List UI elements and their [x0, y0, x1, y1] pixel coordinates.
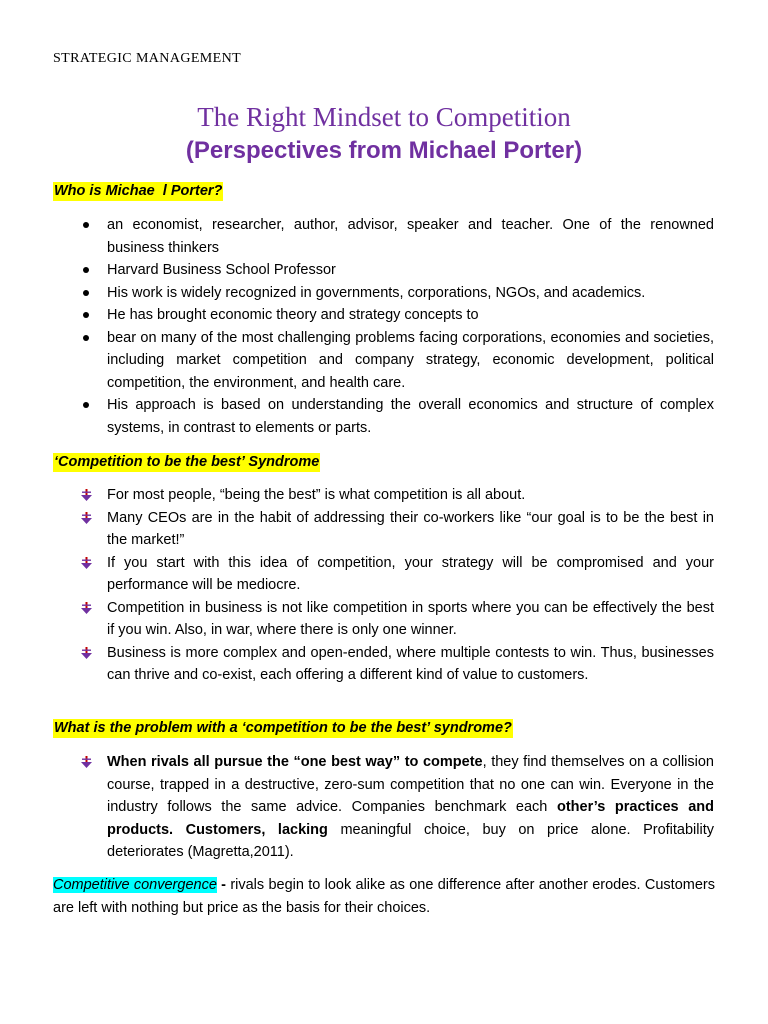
down-arrow-bullet-icon — [80, 507, 94, 529]
bullet-dot-icon — [80, 394, 94, 416]
list-item: When rivals all pursue the “one best way” to compete, they find themselves on a collision course, trapped in a destructive, zero-sum competition that no one can win. Everyone in the industry follows the same advice. Companies benchmark each other’s practices and products. Customers, lacking meaningful choice, buy on price alone. Profitability deteriorates (Magretta,2011). — [80, 751, 714, 864]
down-arrow-bullet-icon — [80, 484, 94, 506]
list-item: an economist, researcher, author, advisor, speaker and teacher. One of the renowned business thinkers — [80, 214, 714, 259]
list-item: bear on many of the most challenging problems facing corporations, economies and societies, including market competition and company strategy, economic development, political competition, the environment, and health care. — [80, 327, 714, 395]
down-arrow-bullet-icon — [80, 552, 94, 574]
list-item: His approach is based on understanding the overall economics and structure of complex systems, in contrast to elements or parts. — [80, 394, 714, 439]
list-item: Business is more complex and open-ended, where multiple contests to win. Thus, businesses can thrive and co-exist, each offering a different kind of value to customers. — [80, 642, 714, 687]
list-item: Competition in business is not like competition in sports where you can be effectively the best if you win. Also, in war, where there is only one winner. — [80, 597, 714, 642]
highlighted-term: Competitive convergence — [53, 877, 217, 893]
section-heading-best-syndrome: ‘Competition to be the best’ Syndrome — [54, 454, 320, 470]
bold-lead-text: When rivals all pursue the “one best way” to compete — [107, 754, 483, 770]
syndrome-bullet-list — [80, 484, 714, 687]
list-item: Many CEOs are in the habit of addressing their co-workers like “our goal is to be the best in the market!” — [80, 507, 714, 552]
list-item: His work is widely recognized in governments, corporations, NGOs, and academics. — [80, 282, 714, 305]
list-item: If you start with this idea of competition, your strategy will be compromised and your performance will be mediocre. — [80, 552, 714, 597]
down-arrow-bullet-icon — [80, 597, 94, 619]
problem-bullet-list — [80, 751, 714, 864]
closing-paragraph: Competitive convergence - rivals begin to look alike as one difference after another erodes. Customers are left with nothing but price as the basis for their choices. — [53, 877, 715, 916]
bullet-dot-icon — [80, 304, 94, 326]
document-subtitle: (Perspectives from Michael Porter) — [185, 137, 583, 164]
section-heading-who-is-porter: Who is Michae l Porter? — [54, 183, 223, 199]
section-heading-problem: What is the problem with a ‘competition to be the best’ syndrome? — [54, 720, 512, 736]
porter-bullet-list — [80, 214, 714, 439]
bullet-dot-icon — [80, 327, 94, 349]
bullet-dot-icon — [80, 259, 94, 281]
bullet-dot-icon — [80, 214, 94, 236]
list-item: He has brought economic theory and strategy concepts to — [80, 304, 714, 327]
list-item: For most people, “being the best” is what competition is all about. — [80, 484, 714, 507]
bold-mid-text: other’s practices and products. Customers, lacking — [107, 799, 714, 838]
bullet-dot-icon — [80, 282, 94, 304]
document-title: The Right Mindset to Competition — [197, 102, 571, 132]
down-arrow-bullet-icon — [80, 751, 94, 773]
list-item: Harvard Business School Professor — [80, 259, 714, 282]
down-arrow-bullet-icon — [80, 642, 94, 664]
course-header: STRATEGIC MANAGEMENT — [53, 51, 242, 66]
